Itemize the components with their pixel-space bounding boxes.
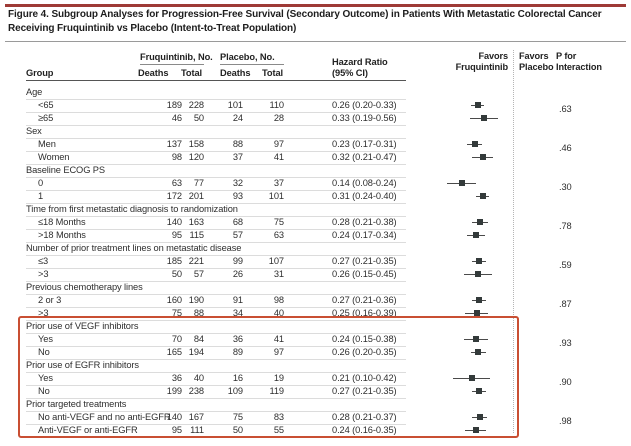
- placebo-total-cell: 55: [273, 425, 284, 435]
- subgroup-label: <65: [38, 100, 54, 110]
- section-label: Number of prior treatment lines on metastatic disease: [26, 243, 242, 253]
- fruquintinib-total-cell: 88: [193, 308, 204, 318]
- table-header-rule: [26, 80, 406, 81]
- hazard-ratio-header-line1: Hazard Ratio: [332, 57, 388, 67]
- fruquintinib-deaths-cell: 70: [171, 334, 182, 344]
- p-interaction-value: .30: [559, 182, 572, 192]
- subgroup-label: No: [38, 347, 50, 357]
- hazard-ratio-text: 0.26 (0.20-0.35): [332, 347, 397, 357]
- section-label: Prior use of VEGF inhibitors: [26, 321, 139, 331]
- title-divider-rule: [5, 41, 626, 42]
- figure-title-line2: Receiving Fruquintinib vs Placebo (Intent-to-Treat Population): [8, 23, 297, 34]
- placebo-total-cell: 110: [269, 100, 284, 110]
- subgroup-label: >18 Months: [38, 230, 86, 240]
- hazard-ratio-text: 0.27 (0.21-0.35): [332, 256, 397, 266]
- placebo-deaths-cell: 24: [232, 113, 243, 123]
- placebo-deaths-cell: 91: [232, 295, 243, 305]
- fruquintinib-deaths-cell: 98: [171, 152, 182, 162]
- subgroup-label: Yes: [38, 334, 53, 344]
- placebo-total-cell: 41: [273, 334, 284, 344]
- hazard-ratio-text: 0.27 (0.21-0.35): [332, 386, 397, 396]
- placebo-deaths-cell: 16: [232, 373, 243, 383]
- placebo-total-cell: 31: [273, 269, 284, 279]
- highlight-annotation-box: [18, 316, 519, 438]
- hr-point-marker: [481, 115, 487, 121]
- p-interaction-value: .87: [559, 299, 572, 309]
- fruquintinib-total-cell: 115: [189, 230, 204, 240]
- hr-point-marker: [477, 219, 483, 225]
- placebo-total-cell: 40: [273, 308, 284, 318]
- placebo-total-cell: 63: [273, 230, 284, 240]
- section-label: Prior use of EGFR inhibitors: [26, 360, 139, 370]
- hr-point-marker: [476, 258, 482, 264]
- placebo-deaths-cell: 109: [227, 386, 243, 396]
- placebo-deaths-cell: 75: [232, 412, 243, 422]
- section-label: Baseline ECOG PS: [26, 165, 106, 175]
- placebo-group-underline: [220, 64, 284, 65]
- fruquintinib-deaths-cell: 189: [166, 100, 182, 110]
- favors-fruquintinib-label: Favors Fruquintinib: [455, 51, 508, 72]
- subgroup-label: >3: [38, 269, 49, 279]
- fruquintinib-group-header: Fruquintinib, No.: [140, 52, 213, 62]
- hazard-ratio-text: 0.28 (0.21-0.38): [332, 217, 397, 227]
- fruquintinib-deaths-header: Deaths: [138, 68, 169, 78]
- subgroup-label: ≤18 Months: [38, 217, 86, 227]
- placebo-deaths-cell: 26: [232, 269, 243, 279]
- hr-point-marker: [475, 102, 481, 108]
- fruquintinib-deaths-cell: 75: [171, 308, 182, 318]
- placebo-total-cell: 97: [273, 347, 284, 357]
- placebo-deaths-cell: 99: [232, 256, 243, 266]
- p-interaction-value: .93: [559, 338, 572, 348]
- row-separator: [26, 125, 406, 126]
- fruquintinib-total-cell: 201: [188, 191, 204, 201]
- figure-title-line1: Figure 4. Subgroup Analyses for Progression-Free Survival (Secondary Outcome) in Patients With Metastatic Colorectal Cancer: [8, 9, 602, 20]
- subgroup-label: Women: [38, 152, 70, 162]
- placebo-deaths-cell: 37: [232, 152, 243, 162]
- placebo-total-cell: 37: [273, 178, 284, 188]
- section-label: Sex: [26, 126, 42, 136]
- placebo-deaths-cell: 101: [227, 100, 243, 110]
- subgroup-label: ≥65: [38, 113, 54, 123]
- hazard-ratio-text: 0.33 (0.19-0.56): [332, 113, 397, 123]
- placebo-deaths-cell: 68: [232, 217, 243, 227]
- fruquintinib-total-cell: 167: [188, 412, 204, 422]
- hr-point-marker: [472, 141, 478, 147]
- fruquintinib-deaths-cell: 140: [166, 412, 182, 422]
- hazard-ratio-text: 0.31 (0.24-0.40): [332, 191, 397, 201]
- hazard-ratio-text: 0.14 (0.08-0.24): [332, 178, 397, 188]
- hazard-ratio-text: 0.25 (0.16-0.39): [332, 308, 397, 318]
- hr-point-marker: [476, 297, 482, 303]
- subgroup-label: >3: [38, 308, 49, 318]
- hr-point-marker: [480, 193, 486, 199]
- placebo-deaths-cell: 50: [232, 425, 243, 435]
- hazard-ratio-text: 0.27 (0.21-0.36): [332, 295, 397, 305]
- p-interaction-value: .98: [559, 416, 572, 426]
- placebo-total-cell: 107: [268, 256, 284, 266]
- placebo-deaths-cell: 93: [232, 191, 243, 201]
- section-label: Previous chemotherapy lines: [26, 282, 143, 292]
- placebo-deaths-cell: 36: [232, 334, 243, 344]
- fruquintinib-deaths-cell: 137: [166, 139, 182, 149]
- fruquintinib-total-cell: 221: [188, 256, 204, 266]
- hazard-ratio-text: 0.32 (0.21-0.47): [332, 152, 397, 162]
- fruquintinib-deaths-cell: 199: [166, 386, 182, 396]
- fruquintinib-total-cell: 120: [188, 152, 204, 162]
- fruquintinib-deaths-cell: 165: [166, 347, 182, 357]
- fruquintinib-deaths-cell: 50: [171, 269, 182, 279]
- hazard-ratio-text: 0.26 (0.15-0.45): [332, 269, 397, 279]
- subgroup-label: 1: [38, 191, 44, 201]
- section-label: Time from first metastatic diagnosis to randomization: [26, 204, 238, 214]
- placebo-total-cell: 75: [273, 217, 284, 227]
- placebo-total-cell: 41: [273, 152, 284, 162]
- hazard-ratio-text: 0.23 (0.17-0.31): [332, 139, 397, 149]
- subgroup-label: No: [38, 386, 50, 396]
- p-interaction-value: .59: [559, 260, 572, 270]
- placebo-total-cell: 98: [273, 295, 284, 305]
- fruquintinib-deaths-cell: 36: [171, 373, 182, 383]
- top-accent-rule: [5, 4, 626, 7]
- subgroup-label: Anti-VEGF or anti-EGFR: [38, 425, 138, 435]
- fruquintinib-total-cell: 111: [190, 425, 204, 435]
- hazard-ratio-text: 0.24 (0.16-0.35): [332, 425, 397, 435]
- subgroup-label: Men: [38, 139, 56, 149]
- hr-point-marker: [473, 232, 479, 238]
- section-label: Prior targeted treatments: [26, 399, 127, 409]
- hazard-ratio-header-line2: (95% CI): [332, 68, 368, 78]
- placebo-total-header: Total: [262, 68, 284, 78]
- fruquintinib-total-cell: 163: [188, 217, 204, 227]
- fruquintinib-group-underline: [140, 64, 204, 65]
- placebo-deaths-cell: 88: [232, 139, 243, 149]
- p-interaction-header: P for Interaction: [556, 51, 602, 72]
- placebo-total-cell: 97: [273, 139, 284, 149]
- placebo-total-cell: 19: [273, 373, 284, 383]
- placebo-deaths-cell: 89: [232, 347, 243, 357]
- hazard-ratio-text: 0.24 (0.17-0.34): [332, 230, 397, 240]
- fruquintinib-deaths-cell: 160: [166, 295, 182, 305]
- hr-point-marker: [480, 154, 486, 160]
- fruquintinib-total-cell: 77: [193, 178, 204, 188]
- hazard-ratio-text: 0.28 (0.21-0.37): [332, 412, 397, 422]
- fruquintinib-deaths-cell: 95: [171, 230, 182, 240]
- subgroup-label: 2 or 3: [38, 295, 62, 305]
- fruquintinib-total-cell: 57: [193, 269, 204, 279]
- subgroup-label: No anti-VEGF and no anti-EGFR: [38, 412, 171, 422]
- placebo-total-cell: 28: [273, 113, 284, 123]
- placebo-deaths-header: Deaths: [220, 68, 251, 78]
- fruquintinib-deaths-cell: 172: [166, 191, 182, 201]
- fruquintinib-deaths-cell: 95: [171, 425, 182, 435]
- hr-point-marker: [459, 180, 465, 186]
- fruquintinib-total-cell: 84: [193, 334, 204, 344]
- group-column-header: Group: [26, 68, 54, 78]
- fruquintinib-total-cell: 190: [188, 295, 204, 305]
- placebo-total-cell: 119: [269, 386, 284, 396]
- placebo-group-header: Placebo, No.: [220, 52, 275, 62]
- placebo-deaths-cell: 57: [232, 230, 243, 240]
- hazard-ratio-text: 0.21 (0.10-0.42): [332, 373, 397, 383]
- hazard-ratio-text: 0.24 (0.15-0.38): [332, 334, 397, 344]
- fruquintinib-total-cell: 158: [188, 139, 204, 149]
- fruquintinib-deaths-cell: 63: [171, 178, 182, 188]
- subgroup-label: Yes: [38, 373, 53, 383]
- fruquintinib-total-cell: 238: [188, 386, 204, 396]
- fruquintinib-total-header: Total: [181, 68, 203, 78]
- placebo-total-cell: 101: [268, 191, 284, 201]
- section-label: Age: [26, 87, 43, 97]
- placebo-total-cell: 83: [273, 412, 284, 422]
- fruquintinib-deaths-cell: 140: [166, 217, 182, 227]
- subgroup-label: ≤3: [38, 256, 49, 266]
- hr-point-marker: [475, 271, 481, 277]
- placebo-deaths-cell: 32: [232, 178, 243, 188]
- p-interaction-value: .78: [559, 221, 572, 231]
- fruquintinib-total-cell: 50: [193, 113, 204, 123]
- p-interaction-value: .46: [559, 143, 572, 153]
- fruquintinib-deaths-cell: 185: [166, 256, 182, 266]
- fruquintinib-deaths-cell: 46: [171, 113, 182, 123]
- fruquintinib-total-cell: 194: [188, 347, 204, 357]
- favors-placebo-label: Favors Placebo: [519, 51, 554, 72]
- subgroup-label: 0: [38, 178, 44, 188]
- p-interaction-value: .90: [559, 377, 572, 387]
- fruquintinib-total-cell: 228: [188, 100, 204, 110]
- fruquintinib-total-cell: 40: [193, 373, 204, 383]
- hazard-ratio-text: 0.26 (0.20-0.33): [332, 100, 397, 110]
- placebo-deaths-cell: 34: [232, 308, 243, 318]
- p-interaction-value: .63: [559, 104, 572, 114]
